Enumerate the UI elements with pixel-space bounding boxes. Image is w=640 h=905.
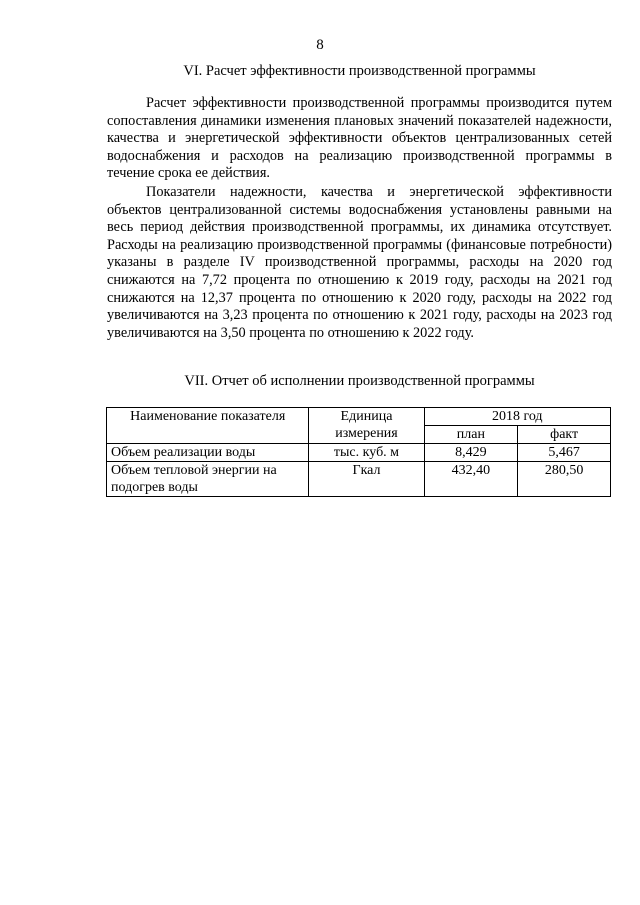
- page-number: 8: [316, 37, 324, 53]
- section-6-paragraph-2: [107, 184, 612, 342]
- section-6-heading: VI. Расчет эффективности производственной программы: [183, 63, 536, 79]
- execution-report-table: [106, 407, 611, 497]
- row-plan-value: 8,429: [424, 444, 518, 462]
- row-unit: тыс. куб. м: [309, 444, 424, 462]
- table-row: [107, 444, 611, 462]
- table-row: [107, 462, 611, 497]
- header-plan: план: [424, 426, 518, 444]
- header-year: 2018 год: [424, 408, 610, 426]
- table-header-row: [107, 408, 611, 426]
- row-indicator-name: Объем реализации воды: [107, 444, 309, 462]
- row-indicator-name: Объем тепловой энергии на подогрев воды: [107, 462, 309, 497]
- row-fact-value: 280,50: [518, 462, 611, 497]
- paragraph-text: Расчет эффективности производственной программы производится путем сопоставления динамики изменения плановых значений показателей надежности, качества и энергетической эффективности объектов централизованных сетей водоснабжения и расходов на реализацию производственной программы в течение срока ее действия.: [107, 95, 612, 182]
- header-unit: Единица измерения: [309, 408, 424, 444]
- section-6-paragraph-1: [107, 95, 612, 183]
- paragraph-text: Показатели надежности, качества и энергетической эффективности объектов централизованной системы водоснабжения установлены равными на весь период действия производственной программы, их динамика отсутствует. Расходы на реализацию производственной программы (финансовые потребности) указаны в разделе IV производственной программы, расходы на 2020 год снижаются на 7,72 процента по отношению к 2019 году, расходы на 2021 год снижаются на 12,37 процента по отношению к 2020 году, расходы на 2022 год увеличиваются на 3,23 процента по отношению к 2021 году, расходы на 2023 год увеличиваются на 3,50 процента по отношению к 2022 году.: [107, 184, 612, 341]
- row-plan-value: 432,40: [424, 462, 518, 497]
- header-indicator-name: Наименование показателя: [107, 408, 309, 444]
- header-fact: факт: [518, 426, 611, 444]
- section-7-heading: VII. Отчет об исполнении производственной программы: [184, 373, 535, 389]
- row-fact-value: 5,467: [518, 444, 611, 462]
- row-unit: Гкал: [309, 462, 424, 497]
